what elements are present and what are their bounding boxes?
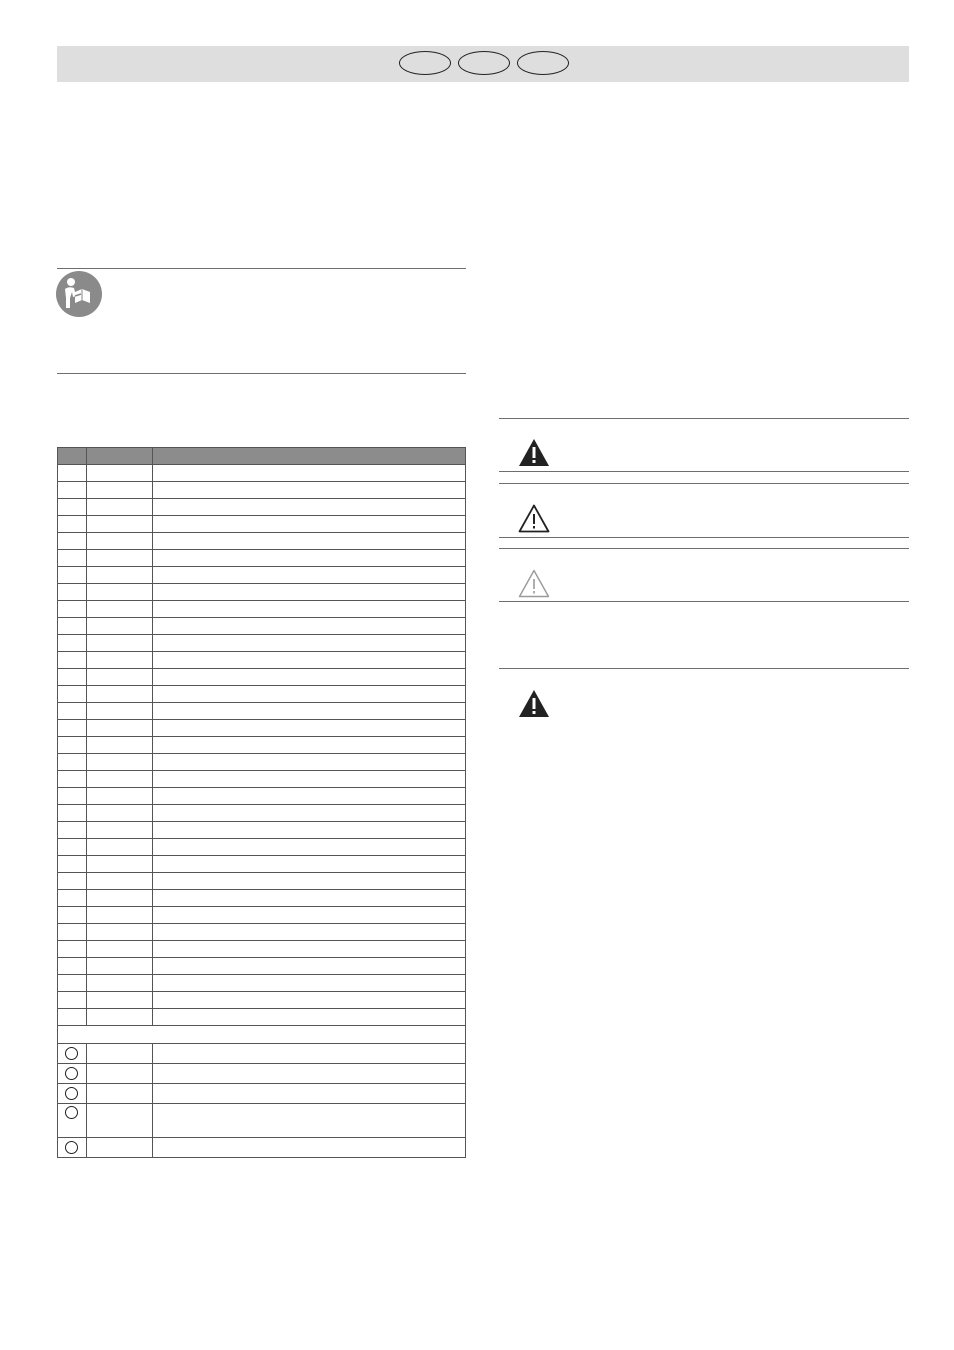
table-cell bbox=[87, 839, 153, 856]
table-cell bbox=[87, 754, 153, 771]
table-row bbox=[58, 941, 466, 958]
table-cell bbox=[153, 550, 466, 567]
table-cell bbox=[153, 703, 466, 720]
table-cell bbox=[58, 669, 87, 686]
table-cell bbox=[153, 1064, 466, 1084]
table-row bbox=[58, 669, 466, 686]
table-cell bbox=[87, 822, 153, 839]
table-cell bbox=[58, 941, 87, 958]
table-cell bbox=[58, 533, 87, 550]
table-cell bbox=[58, 686, 87, 703]
table-row bbox=[58, 1138, 466, 1158]
table-cell bbox=[58, 958, 87, 975]
divider bbox=[57, 268, 466, 269]
table-cell bbox=[87, 703, 153, 720]
table-row bbox=[58, 992, 466, 1009]
table-row bbox=[58, 839, 466, 856]
table-cell bbox=[87, 1064, 153, 1084]
table-cell bbox=[87, 686, 153, 703]
table-row bbox=[58, 618, 466, 635]
table-row bbox=[58, 805, 466, 822]
table-row bbox=[58, 652, 466, 669]
table-cell bbox=[87, 720, 153, 737]
column-header bbox=[87, 448, 153, 465]
circled-marker bbox=[65, 1067, 78, 1080]
table-cell bbox=[87, 975, 153, 992]
table-row bbox=[58, 924, 466, 941]
table-cell bbox=[58, 1026, 466, 1044]
circled-marker bbox=[65, 1106, 78, 1119]
table-row bbox=[58, 720, 466, 737]
table-cell bbox=[58, 771, 87, 788]
table-cell bbox=[58, 567, 87, 584]
table-header-row bbox=[58, 448, 466, 465]
divider bbox=[499, 668, 909, 669]
table-row bbox=[58, 465, 466, 482]
divider bbox=[499, 601, 909, 602]
table-cell bbox=[153, 754, 466, 771]
table-cell bbox=[87, 924, 153, 941]
table-cell bbox=[87, 771, 153, 788]
table-row bbox=[58, 975, 466, 992]
table-row bbox=[58, 550, 466, 567]
table-cell bbox=[153, 1009, 466, 1026]
divider bbox=[57, 373, 466, 374]
table-cell bbox=[87, 669, 153, 686]
table-cell bbox=[87, 737, 153, 754]
table-cell bbox=[58, 788, 87, 805]
table-cell bbox=[58, 584, 87, 601]
table-row bbox=[58, 822, 466, 839]
table-cell bbox=[58, 1138, 87, 1158]
table-cell bbox=[153, 924, 466, 941]
table-cell bbox=[58, 839, 87, 856]
table-row bbox=[58, 482, 466, 499]
table-cell bbox=[153, 1044, 466, 1064]
language-badge-3 bbox=[517, 51, 569, 75]
table-cell bbox=[87, 652, 153, 669]
table-cell bbox=[153, 856, 466, 873]
table-cell bbox=[153, 992, 466, 1009]
table-cell bbox=[153, 1084, 466, 1104]
table-cell bbox=[58, 992, 87, 1009]
table-cell bbox=[153, 686, 466, 703]
table-cell bbox=[87, 856, 153, 873]
table-row bbox=[58, 737, 466, 754]
table-cell bbox=[58, 703, 87, 720]
table-cell bbox=[58, 618, 87, 635]
table-cell bbox=[153, 1138, 466, 1158]
table-cell bbox=[153, 771, 466, 788]
table-cell bbox=[87, 958, 153, 975]
table-cell bbox=[87, 941, 153, 958]
table-cell bbox=[153, 652, 466, 669]
table-cell bbox=[153, 669, 466, 686]
table-cell bbox=[153, 584, 466, 601]
table-cell bbox=[87, 601, 153, 618]
table-cell bbox=[87, 805, 153, 822]
table-cell bbox=[87, 618, 153, 635]
table-row bbox=[58, 771, 466, 788]
table-section-row bbox=[58, 1026, 466, 1044]
table-row bbox=[58, 788, 466, 805]
table-cell bbox=[58, 890, 87, 907]
table-cell bbox=[153, 482, 466, 499]
table-row bbox=[58, 567, 466, 584]
table-cell bbox=[58, 516, 87, 533]
table-cell bbox=[87, 1104, 153, 1138]
table-cell bbox=[58, 465, 87, 482]
language-badge-1 bbox=[399, 51, 451, 75]
table-cell bbox=[87, 907, 153, 924]
circled-marker bbox=[65, 1141, 78, 1154]
table-row bbox=[58, 1044, 466, 1064]
table-cell bbox=[153, 567, 466, 584]
table-row bbox=[58, 873, 466, 890]
table-cell bbox=[153, 601, 466, 618]
warning-triangle-filled-icon bbox=[518, 688, 550, 718]
table-row bbox=[58, 635, 466, 652]
table-cell bbox=[153, 958, 466, 975]
warning-triangle-outline-icon bbox=[518, 503, 550, 533]
table-cell bbox=[153, 720, 466, 737]
circled-marker bbox=[65, 1047, 78, 1060]
table-cell bbox=[87, 516, 153, 533]
table-row bbox=[58, 754, 466, 771]
table-row bbox=[58, 1084, 466, 1104]
table-cell bbox=[87, 584, 153, 601]
table-cell bbox=[153, 635, 466, 652]
table-cell bbox=[58, 635, 87, 652]
divider bbox=[499, 483, 909, 484]
divider bbox=[499, 471, 909, 472]
table-cell bbox=[87, 1009, 153, 1026]
table-cell bbox=[58, 720, 87, 737]
table-cell bbox=[153, 907, 466, 924]
table-cell bbox=[58, 499, 87, 516]
table-cell bbox=[87, 788, 153, 805]
table-cell bbox=[87, 550, 153, 567]
read-manual-icon bbox=[55, 270, 103, 318]
page-header-band bbox=[57, 46, 909, 82]
table-cell bbox=[87, 890, 153, 907]
table-cell bbox=[58, 737, 87, 754]
table-row bbox=[58, 533, 466, 550]
divider bbox=[499, 548, 909, 549]
table-cell bbox=[153, 737, 466, 754]
table-cell bbox=[153, 465, 466, 482]
divider bbox=[499, 418, 909, 419]
table-cell bbox=[58, 822, 87, 839]
table-cell bbox=[58, 550, 87, 567]
table-row bbox=[58, 686, 466, 703]
table-cell bbox=[58, 601, 87, 618]
table-cell bbox=[87, 1084, 153, 1104]
table-cell bbox=[87, 499, 153, 516]
table-row bbox=[58, 703, 466, 720]
table-cell bbox=[87, 482, 153, 499]
table-cell bbox=[58, 873, 87, 890]
table-row bbox=[58, 890, 466, 907]
circled-marker bbox=[65, 1087, 78, 1100]
table-cell bbox=[153, 499, 466, 516]
table-row bbox=[58, 601, 466, 618]
table-cell bbox=[87, 567, 153, 584]
table-cell bbox=[87, 465, 153, 482]
table-row bbox=[58, 499, 466, 516]
table-row bbox=[58, 584, 466, 601]
table-cell bbox=[87, 992, 153, 1009]
table-cell bbox=[87, 635, 153, 652]
table-cell bbox=[153, 975, 466, 992]
table-cell bbox=[58, 805, 87, 822]
table-cell bbox=[58, 652, 87, 669]
table-cell bbox=[153, 873, 466, 890]
table-cell bbox=[153, 618, 466, 635]
table-cell bbox=[153, 839, 466, 856]
table-cell bbox=[153, 805, 466, 822]
column-header bbox=[58, 448, 87, 465]
table-cell bbox=[153, 1104, 466, 1138]
table-cell bbox=[58, 1104, 87, 1138]
table-cell bbox=[153, 516, 466, 533]
table-cell bbox=[58, 1064, 87, 1084]
table-cell bbox=[153, 941, 466, 958]
table-row bbox=[58, 1104, 466, 1138]
table-row bbox=[58, 907, 466, 924]
table-cell bbox=[153, 533, 466, 550]
table-cell bbox=[58, 975, 87, 992]
table-row bbox=[58, 856, 466, 873]
table-row bbox=[58, 1064, 466, 1084]
table-cell bbox=[87, 1044, 153, 1064]
table-cell bbox=[58, 1009, 87, 1026]
table-cell bbox=[58, 754, 87, 771]
table-row bbox=[58, 1009, 466, 1026]
table-cell bbox=[87, 873, 153, 890]
divider bbox=[499, 537, 909, 538]
table-row bbox=[58, 516, 466, 533]
table-cell bbox=[58, 924, 87, 941]
table-cell bbox=[153, 788, 466, 805]
table-cell bbox=[58, 482, 87, 499]
warning-triangle-light-icon bbox=[518, 568, 550, 598]
table-cell bbox=[153, 890, 466, 907]
warning-triangle-filled-icon bbox=[518, 437, 550, 467]
language-badge-2 bbox=[458, 51, 510, 75]
table-cell bbox=[58, 1044, 87, 1064]
table-cell bbox=[58, 1084, 87, 1104]
parts-list-table bbox=[57, 447, 466, 1158]
table-cell bbox=[87, 1138, 153, 1158]
table-row bbox=[58, 958, 466, 975]
table-cell bbox=[87, 533, 153, 550]
table-cell bbox=[58, 907, 87, 924]
column-header bbox=[153, 448, 466, 465]
table-cell bbox=[58, 856, 87, 873]
table-cell bbox=[153, 822, 466, 839]
